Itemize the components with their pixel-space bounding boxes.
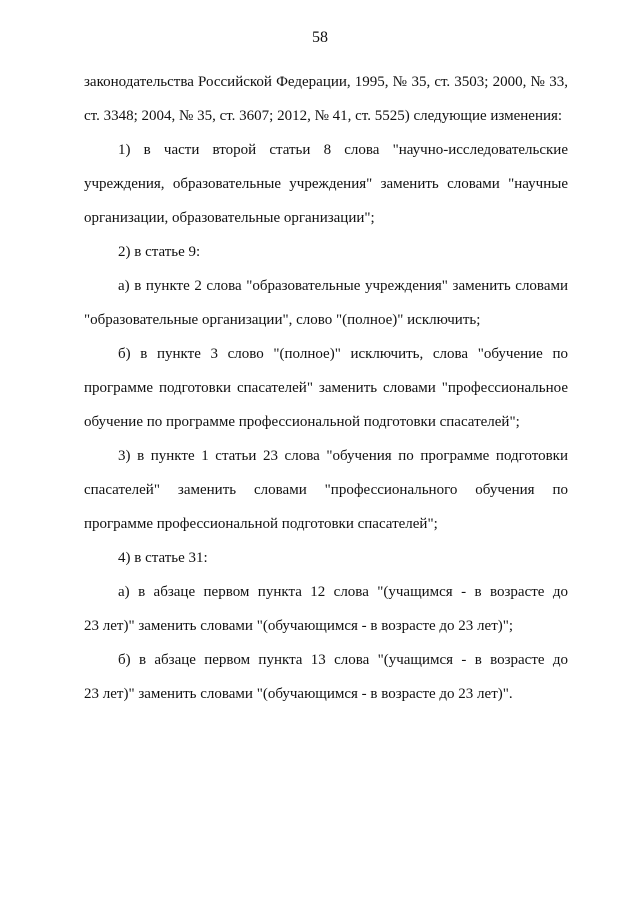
paragraph-item-2 — [84, 235, 568, 269]
text-line: 1) в части второй статьи 8 слова "научно-исследовательские — [118, 142, 568, 158]
text-line: программе профессиональной подготовки спасателей"; — [84, 516, 438, 532]
paragraph-item-2a — [84, 269, 568, 337]
text-line: 23 лет)" заменить словами "(обучающимся - в возрасте до 23 лет)"; — [84, 618, 514, 634]
text-line: 2) в статье 9: — [118, 244, 201, 260]
page-number: 58 — [312, 29, 328, 46]
text-line: 3) в пункте 1 статьи 23 слова "обучения по программе подготовки — [118, 448, 568, 464]
text-line: спасателей" заменить словами "профессионального обучения по — [84, 482, 568, 498]
paragraph-continuation — [84, 65, 568, 133]
text-line: ст. 3348; 2004, № 35, ст. 3607; 2012, № 41, ст. 5525) следующие изменения: — [84, 108, 563, 124]
paragraph-item-4b — [84, 643, 568, 711]
text-line: 23 лет)" заменить словами "(обучающимся - в возрасте до 23 лет)". — [84, 686, 513, 702]
text-line: обучение по программе профессиональной подготовки спасателей"; — [84, 414, 520, 430]
text-line: учреждения, образовательные учреждения" заменить словами "научные — [84, 176, 568, 192]
text-line: законодательства Российской Федерации, 1995, № 35, ст. 3503; 2000, № 33, — [84, 74, 568, 90]
document-body — [84, 65, 568, 711]
text-line: б) в пункте 3 слово "(полное)" исключить, слова "обучение по — [118, 346, 568, 362]
text-line: программе подготовки спасателей" заменить словами "профессиональное — [84, 380, 568, 396]
text-line: организации, образовательные организации"; — [84, 210, 375, 226]
text-line: 4) в статье 31: — [118, 550, 208, 566]
paragraph-item-4 — [84, 541, 568, 575]
text-line: а) в абзаце первом пункта 12 слова "(учащимся - в возрасте до — [118, 584, 568, 600]
text-line: а) в пункте 2 слова "образовательные учреждения" заменить словами — [118, 278, 568, 294]
paragraph-item-2b — [84, 337, 568, 439]
text-line: "образовательные организации", слово "(полное)" исключить; — [84, 312, 481, 328]
paragraph-item-4a — [84, 575, 568, 643]
paragraph-item-1 — [84, 133, 568, 235]
paragraph-item-3 — [84, 439, 568, 541]
text-line: б) в абзаце первом пункта 13 слова "(учащимся - в возрасте до — [118, 652, 568, 668]
